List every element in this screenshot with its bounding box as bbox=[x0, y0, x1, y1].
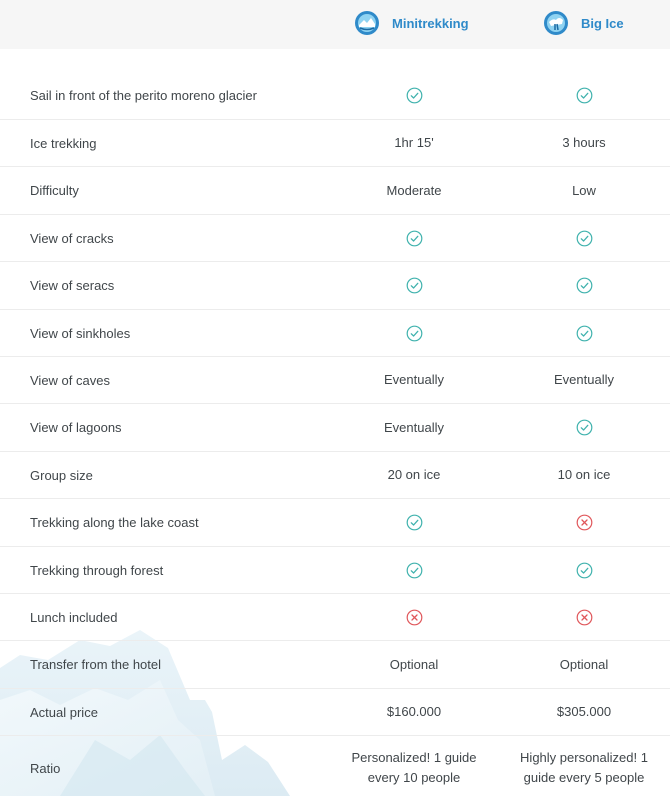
cross-circle-icon bbox=[576, 514, 593, 531]
value-text: 1hr 15' bbox=[394, 135, 434, 150]
feature-label: Ratio bbox=[30, 760, 61, 776]
table-row bbox=[0, 310, 670, 357]
minitrekking-value bbox=[329, 594, 499, 640]
big-ice-value bbox=[499, 404, 669, 451]
table-row bbox=[0, 499, 670, 547]
big-ice-value bbox=[499, 689, 669, 735]
feature-label: View of seracs bbox=[30, 278, 115, 293]
value-text: Eventually bbox=[554, 372, 614, 387]
table-row bbox=[0, 452, 670, 499]
minitrekking-value bbox=[329, 641, 499, 688]
minitrekking-value bbox=[329, 72, 499, 119]
check-circle-icon bbox=[576, 419, 593, 436]
feature-label: Trekking along the lake coast bbox=[30, 515, 199, 530]
check-circle-icon bbox=[406, 277, 423, 294]
table-row bbox=[0, 641, 670, 689]
minitrekking-value bbox=[329, 215, 499, 261]
table-row bbox=[0, 49, 670, 120]
minitrekking-value bbox=[329, 499, 499, 546]
big-ice-value bbox=[499, 120, 669, 166]
cross-circle-icon bbox=[576, 609, 593, 626]
value-text: $160.000 bbox=[386, 704, 442, 719]
minitrekking-value bbox=[329, 452, 499, 498]
big-ice-value bbox=[499, 215, 669, 261]
table-body bbox=[0, 49, 670, 800]
check-circle-icon bbox=[406, 325, 423, 342]
minitrekking-value bbox=[329, 404, 499, 451]
value-text: Highly personalized! 1 guide every 5 people bbox=[520, 750, 648, 785]
value-text: Low bbox=[572, 182, 596, 198]
feature-label: Transfer from the hotel bbox=[30, 657, 162, 672]
glacier-logo-icon bbox=[543, 10, 569, 36]
check-circle-icon bbox=[576, 325, 593, 342]
cross-circle-icon bbox=[406, 609, 423, 626]
minitrekking-value bbox=[329, 547, 499, 593]
big-ice-value bbox=[499, 499, 669, 546]
check-circle-icon bbox=[406, 514, 423, 531]
check-circle-icon bbox=[406, 230, 423, 247]
check-circle-icon bbox=[576, 87, 593, 104]
big-ice-value bbox=[499, 547, 669, 593]
big-ice-value bbox=[499, 452, 669, 498]
table-row bbox=[0, 689, 670, 736]
feature-label: Trekking through forest bbox=[30, 562, 164, 578]
value-text: 10 on ice bbox=[557, 467, 611, 482]
check-circle-icon bbox=[576, 230, 593, 247]
big-ice-value bbox=[499, 262, 669, 309]
value-text: 20 on ice bbox=[387, 467, 441, 482]
minitrekking-value bbox=[329, 689, 499, 735]
value-text: 3 hours bbox=[562, 135, 606, 150]
column-header-big-ice bbox=[543, 0, 624, 46]
table-row bbox=[0, 594, 670, 641]
big-ice-value bbox=[499, 594, 669, 640]
table-row bbox=[0, 167, 670, 215]
table-row bbox=[0, 404, 670, 452]
check-circle-icon bbox=[406, 87, 423, 104]
column-title: Big Ice bbox=[581, 15, 624, 31]
feature-label: Ice trekking bbox=[30, 135, 97, 151]
big-ice-value bbox=[499, 72, 669, 119]
feature-label: Actual price bbox=[30, 704, 98, 720]
feature-label: View of sinkholes bbox=[30, 325, 131, 341]
table-row bbox=[0, 547, 670, 594]
minitrekking-value bbox=[329, 357, 499, 403]
table-row bbox=[0, 262, 670, 310]
feature-label: View of caves bbox=[30, 372, 110, 388]
value-text: Optional bbox=[559, 656, 609, 672]
value-text: Personalized! 1 guide every 10 people bbox=[351, 750, 477, 785]
column-header-minitrekking bbox=[354, 0, 469, 46]
column-title: Minitrekking bbox=[392, 15, 469, 31]
table-row bbox=[0, 736, 670, 800]
value-text: Eventually bbox=[384, 419, 444, 435]
big-ice-value bbox=[499, 167, 669, 214]
check-circle-icon bbox=[406, 562, 423, 579]
big-ice-value bbox=[499, 641, 669, 688]
check-circle-icon bbox=[576, 562, 593, 579]
value-text: Optional bbox=[389, 656, 439, 672]
glacier-logo-icon bbox=[354, 10, 380, 36]
minitrekking-value bbox=[329, 310, 499, 356]
table-row bbox=[0, 120, 670, 167]
table-row bbox=[0, 357, 670, 404]
feature-label: View of cracks bbox=[30, 230, 114, 246]
check-circle-icon bbox=[576, 277, 593, 294]
big-ice-value bbox=[499, 310, 669, 356]
minitrekking-value bbox=[329, 262, 499, 309]
big-ice-value bbox=[499, 736, 669, 800]
feature-label: View of lagoons bbox=[30, 420, 122, 435]
feature-label: Difficulty bbox=[30, 183, 79, 198]
value-text: $305.000 bbox=[556, 704, 612, 719]
feature-label: Lunch included bbox=[30, 609, 118, 625]
feature-label: Sail in front of the perito moreno glacier bbox=[30, 88, 257, 103]
value-text: Moderate bbox=[386, 182, 442, 198]
big-ice-value bbox=[499, 357, 669, 403]
feature-label: Group size bbox=[30, 467, 93, 483]
minitrekking-value bbox=[329, 120, 499, 166]
value-text: Eventually bbox=[384, 372, 444, 387]
table-header bbox=[0, 0, 670, 49]
minitrekking-value bbox=[329, 736, 499, 800]
table-row bbox=[0, 215, 670, 262]
minitrekking-value bbox=[329, 167, 499, 214]
